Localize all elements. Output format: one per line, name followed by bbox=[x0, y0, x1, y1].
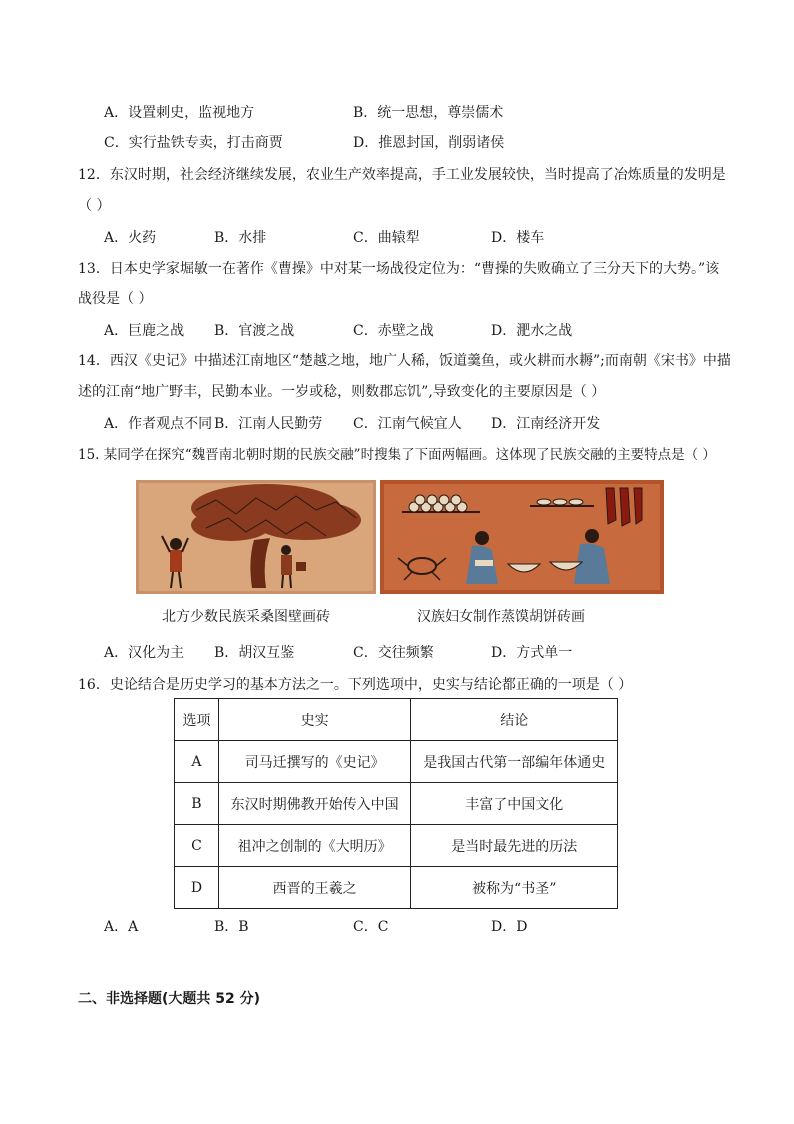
section-2-title: 二、非选择题(大题共 52 分) bbox=[78, 991, 261, 1007]
table-cell: D bbox=[175, 867, 219, 909]
q13-option-a[interactable]: A．巨鹿之战 bbox=[104, 323, 185, 339]
table-cell: 丰富了中国文化 bbox=[411, 783, 618, 825]
table-cell: 司马迁撰写的《史记》 bbox=[218, 741, 411, 783]
q11-option-c[interactable]: C．实行盐铁专卖，打击商贾 bbox=[104, 135, 283, 151]
table-header-cell: 结论 bbox=[411, 699, 618, 741]
table-cell: 是我国古代第一部编年体通史 bbox=[411, 741, 618, 783]
table-cell: 祖冲之创制的《大明历》 bbox=[218, 825, 411, 867]
q13-stem-line2: 战役是（ ） bbox=[78, 291, 153, 307]
q15-option-a[interactable]: A．汉化为主 bbox=[104, 645, 185, 661]
table-cell: B bbox=[175, 783, 219, 825]
mulberry-mural-caption: 北方少数民族采桑图壁画砖 bbox=[162, 609, 330, 625]
q15-option-b[interactable]: B．胡汉互鉴 bbox=[214, 645, 295, 661]
bun-mural-caption: 汉族妇女制作蒸馍胡饼砖画 bbox=[417, 609, 585, 625]
q14-option-c[interactable]: C．江南气候宜人 bbox=[353, 416, 462, 432]
table-cell: 西晋的王羲之 bbox=[218, 867, 411, 909]
q11-option-b[interactable]: B．统一思想，尊崇儒术 bbox=[353, 105, 504, 121]
table-cell: C bbox=[175, 825, 219, 867]
table-cell: 被称为“书圣” bbox=[411, 867, 618, 909]
q16-option-d[interactable]: D．D bbox=[491, 919, 528, 935]
q11-option-d[interactable]: D．推恩封国，削弱诸侯 bbox=[353, 135, 505, 151]
q12-stem-line2: （ ） bbox=[78, 198, 111, 214]
q15-option-d[interactable]: D．方式单一 bbox=[491, 645, 573, 661]
q15-option-c[interactable]: C．交往频繁 bbox=[353, 645, 434, 661]
table-cell: 东汉时期佛教开始传入中国 bbox=[218, 783, 411, 825]
table-row bbox=[175, 783, 618, 825]
table-header-row bbox=[175, 699, 618, 741]
q14-stem-line1: 14．西汉《史记》中描述江南地区“楚越之地，地广人稀，饭道羹鱼，或火耕而水耨”;而南朝《宋书》中描 bbox=[78, 353, 731, 369]
bun-making-mural-drawing bbox=[380, 480, 664, 594]
mulberry-picking-mural-drawing bbox=[136, 480, 376, 594]
q13-stem-line1: 13．日本史学家堀敏一在著作《曹操》中对某一场战役定位为：“曹操的失败确立了三分天下的大势。”该 bbox=[78, 261, 720, 277]
q11-option-a[interactable]: A．设置刺史，监视地方 bbox=[104, 105, 255, 121]
q16-option-a[interactable]: A．A bbox=[104, 919, 139, 935]
q14-stem-line2: 述的江南“地广野丰，民勤本业。一岁或稔，则数郡忘饥”,导致变化的主要原因是（ ） bbox=[78, 384, 606, 400]
table-header-cell: 史实 bbox=[218, 699, 411, 741]
mulberry-picking-mural-image bbox=[136, 480, 376, 594]
q14-option-b[interactable]: B．江南人民勤劳 bbox=[214, 416, 323, 432]
table-row bbox=[175, 741, 618, 783]
q13-option-d[interactable]: D．淝水之战 bbox=[491, 323, 573, 339]
table-cell: 是当时最先进的历法 bbox=[411, 825, 618, 867]
q12-option-b[interactable]: B．水排 bbox=[214, 230, 267, 246]
q12-stem-line1: 12．东汉时期，社会经济继续发展，农业生产效率提高，手工业发展较快，当时提高了冶炼质量的发明是 bbox=[78, 167, 726, 183]
q16-option-b[interactable]: B．B bbox=[214, 919, 249, 935]
q12-option-a[interactable]: A．火药 bbox=[104, 230, 157, 246]
q14-option-a[interactable]: A．作者观点不同 bbox=[104, 416, 213, 432]
table-cell: A bbox=[175, 741, 219, 783]
q13-option-c[interactable]: C．赤壁之战 bbox=[353, 323, 434, 339]
q13-option-b[interactable]: B．官渡之战 bbox=[214, 323, 295, 339]
q16-option-c[interactable]: C．C bbox=[353, 919, 389, 935]
q15-stem-line1: 15. 某同学在探究“魏晋南北朝时期的民族交融”时搜集了下面两幅画。这体现了民族交融的主要特点是（ ） bbox=[78, 447, 716, 463]
table-row bbox=[175, 825, 618, 867]
history-facts-table bbox=[174, 698, 618, 909]
table-header-cell: 选项 bbox=[175, 699, 219, 741]
q16-stem-line1: 16．史论结合是历史学习的基本方法之一。下列选项中，史实与结论都正确的一项是（ ） bbox=[78, 677, 633, 693]
bun-making-mural-image bbox=[380, 480, 664, 594]
q14-option-d[interactable]: D．江南经济开发 bbox=[491, 416, 601, 432]
q12-option-d[interactable]: D．楼车 bbox=[491, 230, 545, 246]
table-row bbox=[175, 867, 618, 909]
q12-option-c[interactable]: C．曲辕犁 bbox=[353, 230, 420, 246]
